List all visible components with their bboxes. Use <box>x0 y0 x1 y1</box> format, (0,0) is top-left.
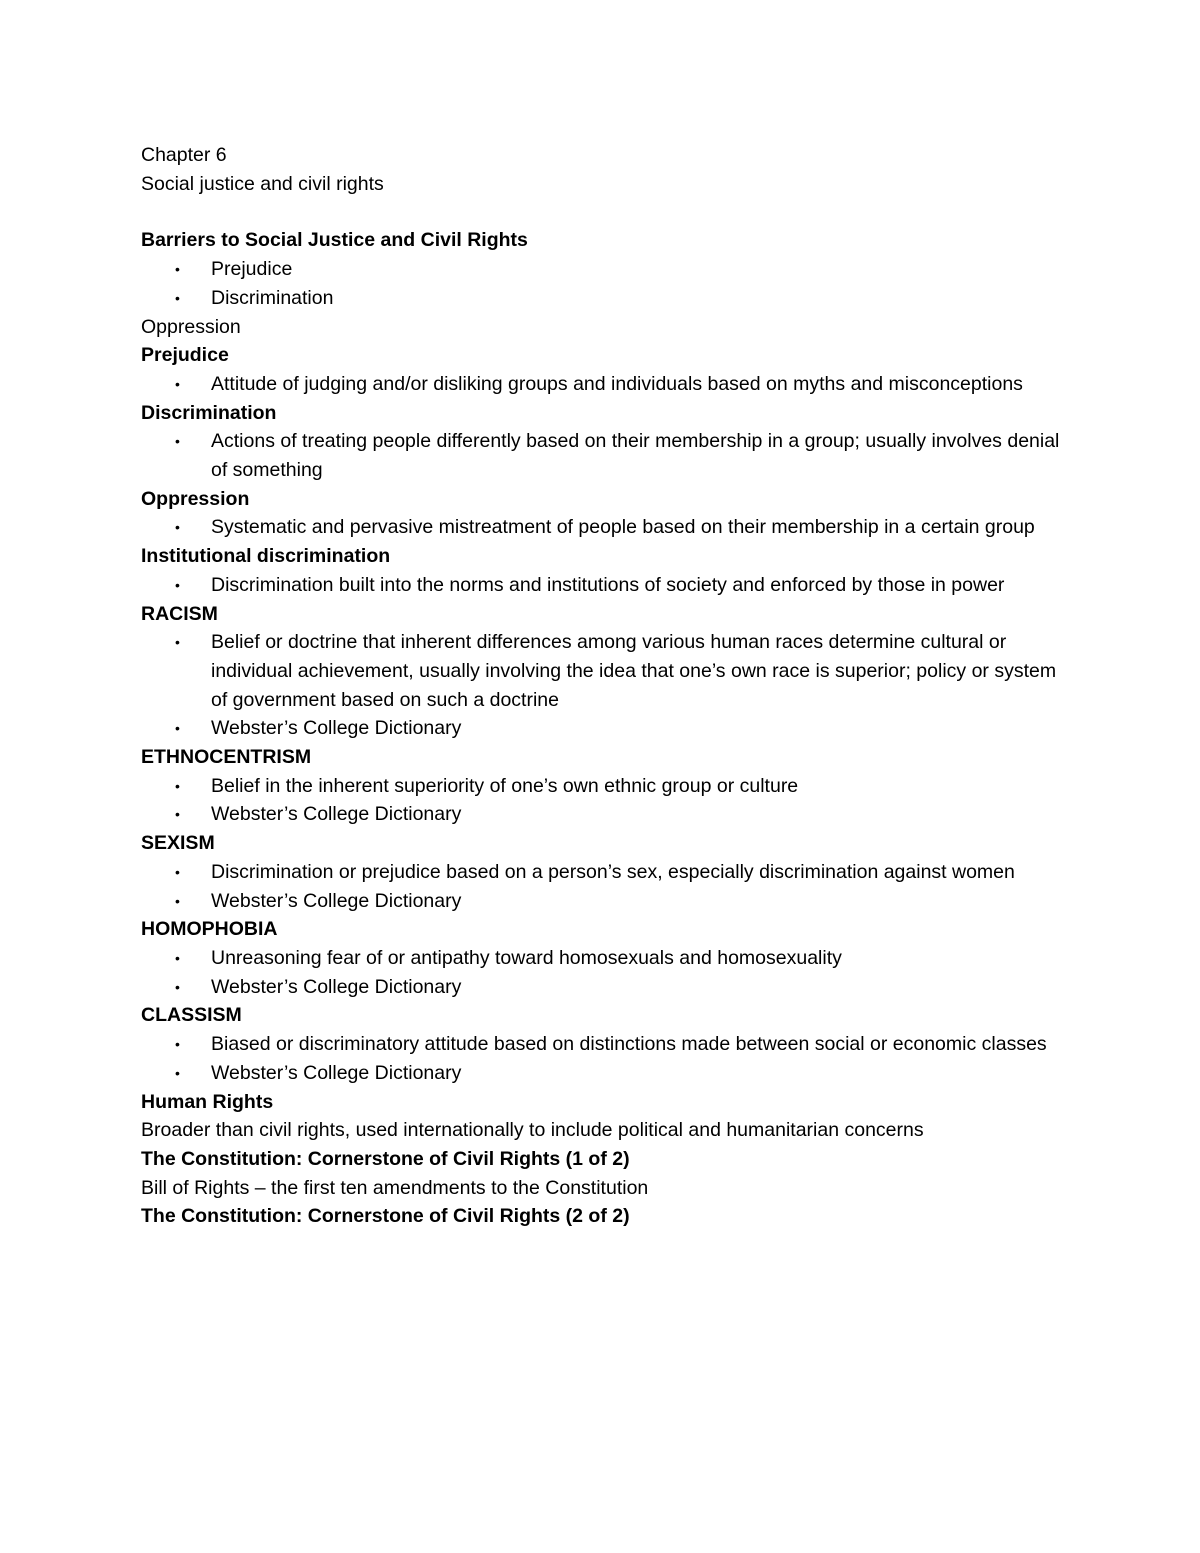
list-item-text: Prejudice <box>211 258 293 281</box>
list-item-text: Attitude of judging and/or disliking groups and individuals based on myths and misconceptions <box>211 372 1023 395</box>
chapter-title: Chapter 6 <box>141 144 227 166</box>
section-heading: The Constitution: Cornerstone of Civil Rights (2 of 2) <box>141 1205 630 1228</box>
section-block <box>141 1202 1061 1231</box>
list-item <box>141 887 1061 916</box>
list-item-text: Webster’s College Dictionary <box>211 975 462 998</box>
section-heading: Discrimination <box>141 401 277 424</box>
bullet-icon: • <box>175 806 180 823</box>
bullet-icon: • <box>175 978 180 995</box>
section-block <box>141 743 1061 829</box>
section-block <box>141 600 1061 744</box>
bullet-list <box>141 370 1061 399</box>
list-item <box>141 571 1061 600</box>
list-item-text: Discrimination <box>211 286 334 309</box>
bullet-list <box>141 628 1061 743</box>
list-item <box>141 714 1061 743</box>
bullet-list <box>141 858 1061 915</box>
bullet-list <box>141 571 1061 600</box>
section-heading: CLASSISM <box>141 1004 242 1027</box>
section-heading: HOMOPHOBIA <box>141 918 278 941</box>
body-text: Oppression <box>141 315 241 338</box>
bullet-icon: • <box>175 1036 180 1053</box>
bullet-icon: • <box>175 949 180 966</box>
bullet-icon: • <box>175 1064 180 1081</box>
bullet-list <box>141 427 1061 484</box>
list-item-text: Belief or doctrine that inherent differences among various human races determine cultural or individual achievement, usually involving the idea that one’s own race is superior; policy or system of government based on such a doctrine <box>211 631 1057 711</box>
bullet-icon: • <box>175 863 180 880</box>
list-item-text: Webster’s College Dictionary <box>211 1061 462 1084</box>
bullet-icon: • <box>175 576 180 593</box>
list-item <box>141 800 1061 829</box>
bullet-icon: • <box>175 261 180 278</box>
bullet-icon: • <box>175 433 180 450</box>
section-heading: Barriers to Social Justice and Civil Rights <box>141 229 528 252</box>
list-item-text: Discrimination built into the norms and institutions of society and enforced by those in power <box>211 573 1005 596</box>
list-item-text: Belief in the inherent superiority of one’s own ethnic group or culture <box>211 774 799 797</box>
list-item-text: Biased or discriminatory attitude based on distinctions made between social or economic classes <box>211 1033 1047 1056</box>
section-block <box>141 1174 1061 1203</box>
bullet-list <box>141 513 1061 542</box>
bullet-icon: • <box>175 720 180 737</box>
list-item <box>141 370 1061 399</box>
bullet-icon: • <box>175 519 180 536</box>
list-item <box>141 944 1061 973</box>
body-text: Broader than civil rights, used internationally to include political and humanitarian concerns <box>141 1119 924 1142</box>
bullet-list <box>141 255 1061 312</box>
section-block <box>141 915 1061 1001</box>
bullet-list <box>141 1030 1061 1087</box>
section-heading: Oppression <box>141 487 250 510</box>
list-item-text: Unreasoning fear of or antipathy toward homosexuals and homosexuality <box>211 946 842 969</box>
list-item-text: Actions of treating people differently based on their membership in a group; usually involves denial of something <box>211 430 1060 482</box>
section-block <box>141 399 1061 485</box>
section-heading: Human Rights <box>141 1090 274 1113</box>
list-item <box>141 858 1061 887</box>
list-item-text: Webster’s College Dictionary <box>211 717 462 740</box>
section-block <box>141 542 1061 599</box>
section-block <box>141 829 1061 915</box>
list-item <box>141 284 1061 313</box>
bullet-icon: • <box>175 892 180 909</box>
list-item-text: Discrimination or prejudice based on a person’s sex, especially discrimination against women <box>211 860 1015 883</box>
body-text: Bill of Rights – the first ten amendments to the Constitution <box>141 1176 649 1199</box>
bullet-list <box>141 944 1061 1001</box>
section-block <box>141 341 1061 398</box>
list-item-text: Webster’s College Dictionary <box>211 889 462 912</box>
list-item <box>141 255 1061 284</box>
section-block <box>141 226 1061 312</box>
notes-sections <box>141 226 1061 1231</box>
list-item <box>141 973 1061 1002</box>
bullet-icon: • <box>175 777 180 794</box>
section-block <box>141 485 1061 542</box>
document-body <box>141 141 1061 1231</box>
section-heading: SEXISM <box>141 832 215 855</box>
chapter-subtitle: Social justice and civil rights <box>141 172 384 195</box>
list-item <box>141 427 1061 484</box>
section-heading: Prejudice <box>141 344 229 367</box>
section-block <box>141 1116 1061 1145</box>
list-item-text: Webster’s College Dictionary <box>211 803 462 826</box>
list-item-text: Systematic and pervasive mistreatment of people based on their membership in a certain group <box>211 516 1035 539</box>
list-item <box>141 1059 1061 1088</box>
bullet-list <box>141 772 1061 829</box>
section-block <box>141 1145 1061 1174</box>
bullet-icon: • <box>175 375 180 392</box>
list-item <box>141 1030 1061 1059</box>
list-item <box>141 628 1061 714</box>
list-item <box>141 513 1061 542</box>
section-block <box>141 1088 1061 1117</box>
bullet-icon: • <box>175 634 180 651</box>
section-heading: RACISM <box>141 602 218 625</box>
section-heading: The Constitution: Cornerstone of Civil Rights (1 of 2) <box>141 1147 630 1170</box>
bullet-icon: • <box>175 289 180 306</box>
blank-line <box>141 198 1061 226</box>
section-heading: ETHNOCENTRISM <box>141 746 312 769</box>
list-item <box>141 772 1061 801</box>
section-heading: Institutional discrimination <box>141 545 391 568</box>
section-block <box>141 313 1061 342</box>
section-block <box>141 1001 1061 1087</box>
